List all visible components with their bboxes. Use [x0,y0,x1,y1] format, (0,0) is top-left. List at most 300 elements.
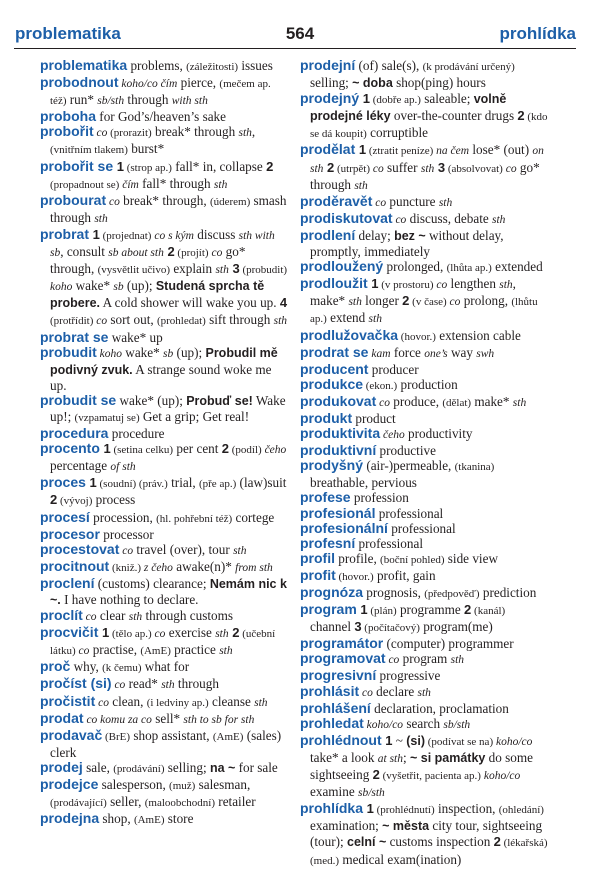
headword: procento [40,440,100,457]
example-phrase: ~ si památky [409,750,486,765]
gloss-note: (prodávání) [113,762,165,775]
gloss-note: (hl. pohřební též) [156,512,233,525]
translation-text: procession, [89,509,157,525]
gloss-note: (záležitosti) [186,61,239,73]
headword: proč [40,658,71,675]
translation-text: ; [403,749,410,765]
gloss-note: (vývoj) [57,495,93,508]
translation-text: wake* [122,344,164,360]
translation-text: search [403,715,444,731]
gloss-note: (utrpět) [334,162,370,175]
translation-text: awake(n)* [172,558,236,574]
headword: produkce [300,375,364,392]
example-phrase: ~ doba [352,76,393,91]
translation-text: selling; [164,759,210,775]
dictionary-entry [300,443,548,458]
headword: produkovat [300,392,377,409]
dictionary-entry [300,411,548,426]
dictionary-entry [40,608,288,625]
grammar-label: sth [420,162,435,175]
translation-text: seller, [106,794,145,810]
translation-text: wake* up [108,329,163,345]
grammar-label: sth [348,296,362,309]
translation-text: A cold shower will wake you up. [100,295,280,311]
gloss-note: (v čase) [409,296,447,309]
grammar-label: sth [492,213,506,226]
grammar-label: co s kým [151,229,194,242]
translation-text: , [251,124,256,140]
sense-number: 1 [359,91,370,107]
headword: profit [300,566,336,583]
sense-number: 3 [354,619,362,635]
gloss-note: (kdo se dá koupit) [310,111,548,141]
headword: procitnout [40,557,110,574]
dictionary-entry [40,711,288,728]
dictionary-entry [40,510,288,527]
headword: prodlení [300,226,356,243]
gloss-note: (podívat se na) [424,735,494,748]
headword: procesí [40,508,90,525]
headword: prodavač [40,726,103,743]
page-number: 564 [285,24,315,43]
translation-text: make* [471,393,513,409]
translation-text: sift through [205,312,274,328]
grammar-label: swh [476,347,495,360]
headword: prodej [40,758,83,775]
translation-text: profile, [335,550,381,566]
translation-text: do some sightseeing [310,749,533,783]
translation-text: examination; [310,818,383,834]
headword: procedura [40,425,109,442]
grammar-label: co komu za co [83,713,152,726]
sense-number: 1 [381,732,393,748]
sense-number: 1 [363,801,374,817]
dictionary-entry [300,521,548,536]
dictionary-entry [40,559,288,576]
gloss-note: (projednat) [99,229,152,242]
dictionary-entry [300,668,548,683]
headword: probrat [40,225,89,242]
translation-text: cleanse [208,693,255,709]
dictionary-entry [300,684,548,701]
grammar-label: sth [215,264,229,277]
translation-text: breathable, pervious [310,475,417,491]
grammar-label: sb [113,281,124,294]
translation-text: , consult [60,244,109,260]
grammar-label: sth [94,212,108,225]
gloss-note: (ekon.) [363,379,398,392]
grammar-label: sth [512,396,527,409]
dictionary-entry [300,490,548,505]
headword: programovat [300,650,386,667]
example-phrase: Probuď se! [186,393,253,408]
headword: produktivní [300,442,377,459]
dictionary-entry [300,276,548,327]
translation-text: productivity [404,426,473,442]
gloss-note: (úderem) [209,195,251,208]
sense-number: 1 [99,441,111,457]
dictionary-entry [40,227,288,330]
dictionary-entry [300,636,548,651]
translation-text: extension cable [435,327,521,343]
grammar-label: from sth [235,561,273,574]
headword: profese [300,489,351,506]
translation-text: store [164,811,194,827]
dictionary-entry [300,328,548,345]
grammar-label: sth [161,679,175,692]
translation-text: selling; [310,75,353,91]
sense-number: 1 [89,226,100,242]
grammar-label: co [376,396,390,409]
translation-text: (sales) clerk [50,727,282,760]
grammar-label: co [75,645,90,658]
headword: proclení [40,574,95,591]
grammar-label: kam [368,347,391,360]
translation-text: for God’s/heaven’s sake [96,109,227,125]
translation-text: inspection, [434,801,499,817]
translation-text: practice [170,642,220,658]
headword: profesní [300,534,356,551]
translation-text: professional [375,505,444,521]
translation-text: producer [368,361,419,377]
grammar-label: co [93,315,108,328]
gloss-note: (podíl) [228,444,262,457]
gloss-note: (AmE) [212,730,244,743]
translation-text: program(me) [419,619,493,635]
translation-text: (customs) clearance; [94,575,210,591]
translation-text: (up); [123,278,156,294]
grammar-label: koho [50,281,73,294]
translation-text: clear [96,608,129,624]
running-head-right: prohlídka [499,24,576,43]
dictionary-entry [40,441,288,475]
grammar-label: sth [233,544,247,557]
dictionary-entry [300,506,548,521]
gloss-note: (učební látku) [50,628,276,658]
headword: prodělat [300,141,356,158]
translation-text: side view [444,550,498,566]
translation-text: customs inspection [386,834,494,850]
translation-text: force [390,344,425,360]
grammar-label: co [372,196,387,209]
translation-text: prolong, [460,293,512,309]
translation-text: for sale [235,759,278,775]
grammar-label: one’s [424,347,448,360]
grammar-label: co [370,162,384,175]
example-phrase: (si) [406,733,425,748]
headword: procvičit [40,624,99,641]
headword: pročistit [40,692,96,709]
header-rule [14,48,576,49]
dictionary-entry [40,193,288,227]
gloss-note: (ztratit peníze) [366,145,434,158]
grammar-label: on sth [310,145,544,175]
sense-number: 2 [163,244,175,260]
dictionary-entry [300,58,548,91]
translation-text: prediction [479,585,537,600]
translation-text: saleable; [420,91,474,107]
translation-text: (computer) programmer [383,636,514,652]
dictionary-entry [40,625,288,659]
left-column [40,58,288,828]
gloss-note: (strop ap.) [123,161,172,174]
headword: proces [40,474,86,491]
translation-text: channel [310,619,355,635]
translation-text: shop, [99,811,134,827]
example-phrase: volně prodejné léky [310,92,507,124]
gloss-note: (hovor.) [398,330,436,343]
sense-number: 1 [355,142,367,158]
dictionary-entry [300,801,548,868]
grammar-label: sth [499,279,513,292]
gloss-note: (tělo ap.) [109,628,152,641]
gloss-note: (v prostoru) [378,279,434,292]
headword: procestovat [40,540,120,557]
headword: prodloužit [300,275,368,292]
headword: probořit [40,123,94,140]
dictionary-entry [300,551,548,568]
translation-text: discuss [193,226,239,242]
headword: program [300,601,357,618]
translation-text: product [352,410,396,426]
sense-number: 1 [356,602,368,618]
gloss-note: (protřídit) [50,315,94,328]
headword: probudit [40,343,97,360]
translation-text: medical exam(ination) [339,851,462,867]
headword: prodloužený [300,258,384,275]
right-column [300,58,548,869]
translation-text: A strange sound woke me up. [50,361,272,393]
grammar-label: sth [254,696,268,709]
sense-number: 4 [279,295,288,311]
grammar-label: at sth [377,752,403,765]
dictionary-entry [300,394,548,411]
headword: producent [300,360,369,377]
grammar-label: sth with sb [50,229,275,260]
sense-number: 2 [464,602,472,618]
sense-number: 2 [517,108,525,124]
grammar-label: čím [119,178,139,191]
gloss-note: (AmE) [133,814,165,827]
dictionary-entry [40,527,288,542]
gloss-note: (propadnout se) [50,178,120,191]
dictionary-entry [300,362,548,377]
grammar-label: co [446,296,461,309]
grammar-label: co [93,127,108,140]
translation-text: wake* (up); [116,392,187,408]
translation-text: prolonged, [383,259,447,275]
translation-text: sell* [151,710,184,726]
translation-text: go* through, [50,244,246,277]
grammar-label: koho/co [363,718,404,731]
translation-text: delay; [355,227,395,243]
sense-number: 2 [372,767,380,783]
gloss-note: (tkanina) [454,461,495,474]
dictionary-entry [40,345,288,393]
sense-number: 2 [402,293,410,309]
translation-text: production [397,376,458,392]
dictionary-entry [300,211,548,228]
example-phrase: ~ města [382,819,430,834]
gloss-note: (setina celku) [110,444,174,457]
headword: probořit se [40,157,114,174]
dictionary-entry [300,536,548,551]
translation-text: take* a look [310,749,378,765]
translation-text: lose* (out) [469,142,533,158]
grammar-label: sth [238,127,252,140]
translation-text: what for [141,659,190,675]
translation-text: go* through [310,159,540,192]
translation-text: read* [125,676,162,692]
grammar-label: sth [438,196,453,209]
translation-text: salesman, [195,777,251,793]
sense-number: 2 [493,834,501,850]
dictionary-entry [40,728,288,760]
translation-text: suffer [383,159,421,175]
gloss-note: (lhůta ap.) [446,262,492,275]
headword: procesor [40,525,100,542]
grammar-label: koho [96,347,122,360]
translation-text: process [92,492,136,508]
gloss-note: (hovor.) [335,570,374,583]
translation-text: professional [355,535,423,551]
gloss-note: (i ledviny ap.) [146,696,209,709]
grammar-label: of sth [110,461,136,474]
grammar-label: sth [273,315,288,328]
dictionary-entry [300,458,548,490]
grammar-label: co [385,654,400,667]
headword: pročíst (si) [40,675,112,692]
gloss-note: (soudní) (práv.) [96,478,168,491]
translation-text: problems, [127,58,187,73]
translation-text: extend [326,310,369,326]
dictionary-entry [300,259,548,276]
translation-text: programme [396,602,465,618]
headword: produkt [300,409,353,426]
gloss-note: (probudit) [239,264,288,277]
translation-text: profit, gain [373,567,436,583]
translation-text: professional [387,520,456,536]
gloss-note: (ohledání) [498,804,544,817]
translation-text: puncture [386,193,439,209]
translation-text: (law)suit [236,475,287,491]
dictionary-entry [40,330,288,345]
translation-text: Get a grip; Get real! [139,408,250,424]
grammar-label: co [151,628,166,641]
translation-text: break* through, [119,192,210,208]
headword: progresivní [300,667,377,684]
translation-text: examine [310,784,358,800]
grammar-label: koho/co [493,735,533,748]
translation-text: fall* in, collapse [171,158,267,174]
translation-text: (of) sale(s), [355,58,423,73]
translation-text: practise, [89,642,141,658]
grammar-label: sth [128,611,143,624]
dictionary-entry [40,811,288,828]
dictionary-entry [300,568,548,585]
sense-number: 2 [266,158,274,174]
grammar-label: sth [417,686,431,699]
gloss-note: (dělat) [442,396,472,409]
headword: prodejní [300,57,356,73]
gloss-note: (boční pohled) [380,553,445,566]
dictionary-entry [300,716,548,733]
gloss-note: (dobře ap.) [369,94,421,107]
headword: prohlídka [300,800,364,817]
grammar-label: sth [368,313,382,326]
translation-text: pierce, [177,75,220,91]
sense-number: 1 [367,276,379,292]
grammar-label: co [208,247,223,260]
headword: proděravět [300,192,373,209]
dictionary-entry [40,75,288,109]
headword: prodejce [40,776,99,793]
sense-number: 3 [228,261,240,277]
translation-text: through [124,92,172,108]
grammar-label: co [433,279,448,292]
grammar-label: na čem [433,145,470,158]
headword: probodnout [40,74,119,91]
headword: proboha [40,108,96,125]
grammar-label: co [111,679,126,692]
sense-number: 2 [50,492,58,508]
translation-text: productive [376,443,436,459]
translation-text: shop assistant, [130,727,213,743]
dictionary-entry [40,124,288,158]
translation-text: extended [491,259,543,275]
grammar-label: with sth [171,95,208,108]
headword: prodyšný [300,457,364,474]
translation-text: city tour, sightseeing (tour); [310,818,543,850]
example-phrase: na ~ [209,760,236,775]
translation-text: wake* [72,278,114,294]
grammar-label: co [82,611,97,624]
sense-number: 3 [434,159,446,175]
sense-number: 2 [323,159,335,175]
translation-text: exercise [165,625,216,641]
headword: prohlédnout [300,731,382,748]
headword: probourat [40,191,107,208]
headword: prohlášení [300,699,371,716]
gloss-note: (lékařská) (med.) [310,837,548,867]
dictionary-entry [300,733,548,801]
translation-text: per cent [173,441,222,457]
grammar-label: z čeho [140,561,173,574]
grammar-label: koho/co [480,770,521,783]
translation-text: program [399,651,451,667]
page-header [0,0,600,52]
translation-text: explain [170,261,216,277]
gloss-note: (muž) [169,780,196,793]
grammar-label: čeho [261,444,287,457]
translation-text: declaration, proclamation [370,700,509,716]
dictionary-entry [40,694,288,711]
grammar-label: sth [215,628,229,641]
translation-text: Wake up!; [50,392,286,424]
headword: profesionál [300,504,376,521]
dictionary-entry [40,475,288,509]
headword: prodiskutovat [300,209,393,226]
gloss-note: (kanál) [471,605,506,618]
grammar-label: co [392,213,407,226]
dictionary-entry [40,676,288,693]
dictionary-entry [40,760,288,777]
dictionary-entry [40,576,288,608]
grammar-label: sth [450,654,465,667]
translation-text: run* [66,92,98,108]
dictionary-entry [300,585,548,602]
translation-text: lengthen [447,276,500,292]
